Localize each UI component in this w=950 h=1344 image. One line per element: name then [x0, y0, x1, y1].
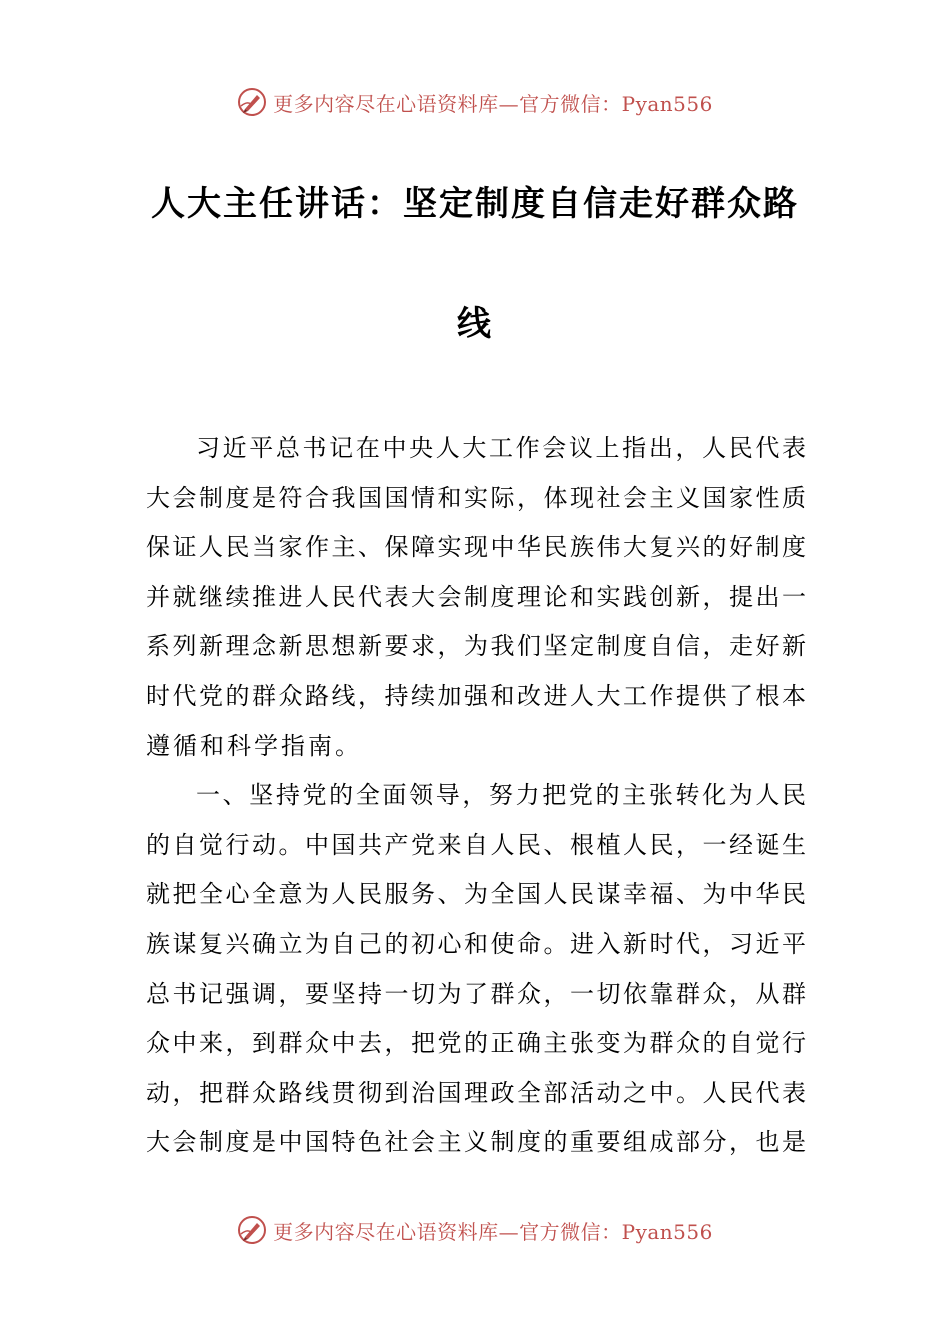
paragraph-line: 并就继续推进人民代表大会制度理论和实践创新，提出一 [146, 582, 806, 611]
paragraph-line: 习近平总书记在中央人大工作会议上指出，人民代表 [196, 434, 806, 462]
paragraph-line: 保证人民当家作主、保障实现中华民族伟大复兴的好制度 [146, 533, 806, 562]
paragraph-line: 族谋复兴确立为自己的初心和使命。进入新时代，习近平 [146, 929, 806, 958]
pen-logo-icon [237, 1215, 267, 1245]
header-banner-text: 更多内容尽在心语资料库—官方微信：Pyan556 [273, 91, 713, 116]
footer-banner [0, 1208, 950, 1252]
header-banner [0, 80, 950, 124]
paragraph-line: 大会制度是符合我国国情和实际，体现社会主义国家性质 [146, 483, 806, 512]
document-title-line-2: 线 [457, 304, 493, 344]
document-title-line-1: 人大主任讲话：坚定制度自信走好群众路 [151, 184, 799, 224]
paragraph-line: 的自觉行动。中国共产党来自人民、根植人民，一经诞生 [146, 830, 806, 859]
paragraph-line: 时代党的群众路线，持续加强和改进人大工作提供了根本 [146, 681, 806, 710]
paragraph-line: 总书记强调，要坚持一切为了群众，一切依靠群众，从群 [146, 979, 806, 1008]
pen-logo-icon [237, 87, 267, 117]
paragraph-line: 动，把群众路线贯彻到治国理政全部活动之中。人民代表 [146, 1078, 806, 1107]
paragraph-line: 大会制度是中国特色社会主义制度的重要组成部分，也是 [146, 1128, 806, 1157]
paragraph-line: 系列新理念新思想新要求，为我们坚定制度自信，走好新 [146, 632, 806, 661]
paragraph-2 [146, 771, 806, 1168]
paragraph-line: 遵循和科学指南。 [146, 731, 362, 760]
paragraph-1 [146, 424, 806, 771]
paragraph-line: 一、坚持党的全面领导，努力把党的主张转化为人民 [196, 781, 806, 810]
footer-banner-text: 更多内容尽在心语资料库—官方微信：Pyan556 [273, 1219, 713, 1244]
paragraph-line: 众中来，到群众中去，把党的正确主张变为群众的自觉行 [146, 1029, 806, 1058]
document-body [146, 424, 806, 1168]
paragraph-line: 就把全心全意为人民服务、为全国人民谋幸福、为中华民 [146, 880, 806, 909]
